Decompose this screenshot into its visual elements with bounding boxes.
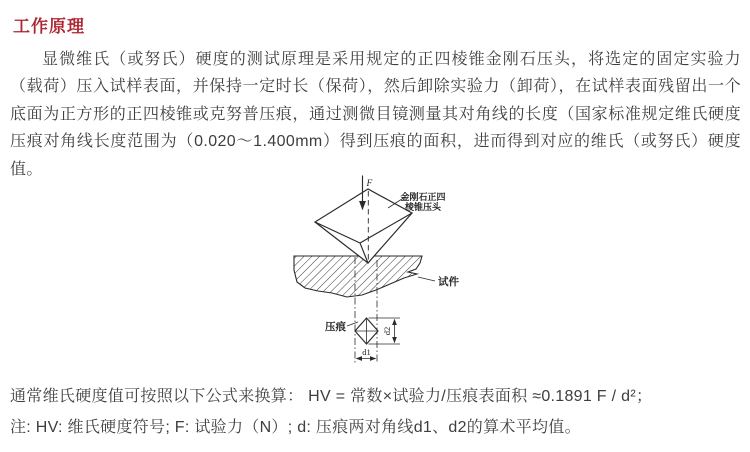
indenter-label-line2: 棱锥压头 (404, 202, 442, 212)
principle-paragraph: 显微维氏（或努氏）硬度的测试原理是采用规定的正四棱锥金刚石压头，将选定的固定实验力（载荷）压入试样表面，并保持一定时长（保荷），然后卸除实验力（卸荷），在试样表面残留出一个底面为正方形的正四棱锥或克努普压痕，通过测微目镜测量其对角线的长度（国家标准规定维氏硬度压痕对角线长度范围为（0.020～1.400mm）得到压痕的面积，进而得到对应的维氏（或努氏）硬度值。 (10, 51, 741, 178)
indentation-label: 压痕 (325, 321, 346, 333)
specimen-leader-line (418, 277, 435, 281)
formula-note-line: 注: HV: 维氏硬度符号; F: 试验力（N）; d: 压痕两对角线d1、d2的算术平均值。 (10, 418, 581, 436)
specimen-block (294, 256, 422, 297)
indentation-leader-line (347, 322, 358, 326)
formula-line: 通常维氏硬度值可按照以下公式来换算： HV = 常数×试验力/压痕表面积 ≈0.1891 F / d²； (10, 388, 653, 405)
page-title: 工作原理 (13, 17, 85, 36)
indenter-diagram (278, 165, 478, 375)
formula-block (10, 382, 746, 443)
specimen-label: 试件 (438, 276, 459, 288)
indenter-label-line1: 金刚石正四 (400, 192, 446, 202)
d2-label: d2 (382, 326, 392, 336)
force-label: F (366, 179, 373, 189)
d1-label: d1 (362, 347, 371, 357)
